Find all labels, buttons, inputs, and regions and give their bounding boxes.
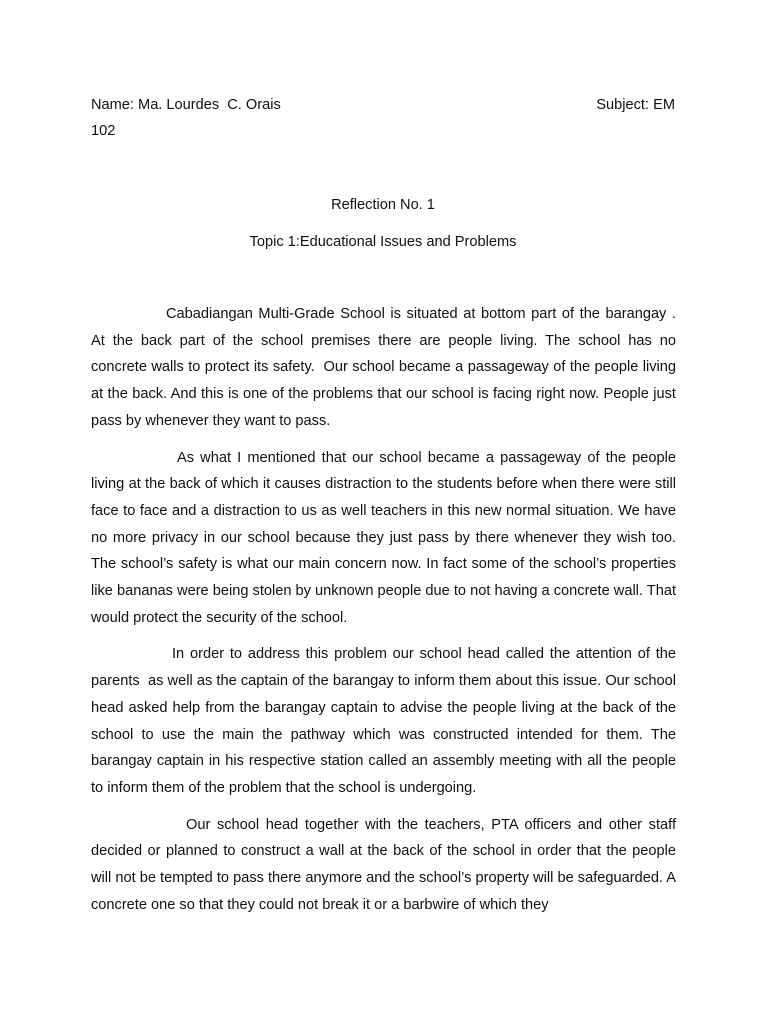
- paragraph-1: Cabadiangan Multi-Grade School is situated at bottom part of the barangay . At the back part of the school premises there are people living. The school has no concrete walls to protect its safety. Our school became a passageway of the people living at the back. And this is one of the problems that our school is facing right now. People just pass by whenever they want to pass.: [91, 306, 681, 429]
- topic-title: Topic 1:Educational Issues and Problems: [249, 234, 517, 250]
- paragraph-4: Our school head together with the teachers, PTA officers and other staff decided or planned to construct a wall at the back of the school in order that the people will not be tempted to pass there anymore and the school’s property will be safeguarded. A concrete one so that they could not break it or a barbwire of which they: [91, 816, 681, 913]
- subject-code-continuation: 102: [91, 123, 116, 139]
- paragraph-3: In order to address this problem our school head called the attention of the parents as well as the captain of the barangay to inform them about this issue. Our school head asked help from the barangay captain to advise the people living at the back of the school to use the main the pathway which was constructed intended for them. The barangay captain in his respective station called an assembly meeting with all the people to inform them of the problem that the school is undergoing.: [91, 646, 685, 796]
- reflection-title: Reflection No. 1: [331, 197, 435, 213]
- subject-label: Subject: EM: [596, 97, 675, 113]
- author-name: Name: Ma. Lourdes C. Orais: [91, 97, 281, 113]
- document-body: [91, 301, 685, 928]
- paragraph-2: As what I mentioned that our school became a passageway of the people living at the back of which it causes distraction to the students before when there were still face to face and a distraction to us as well teachers in this new normal situation. We have no more privacy in our school because they just pass by there whenever they wish too. The school’s safety is what our main concern now. In fact some of the school’s properties like bananas were being stolen by unknown people due to not having a concrete wall. That would protect the security of the school.: [91, 449, 681, 626]
